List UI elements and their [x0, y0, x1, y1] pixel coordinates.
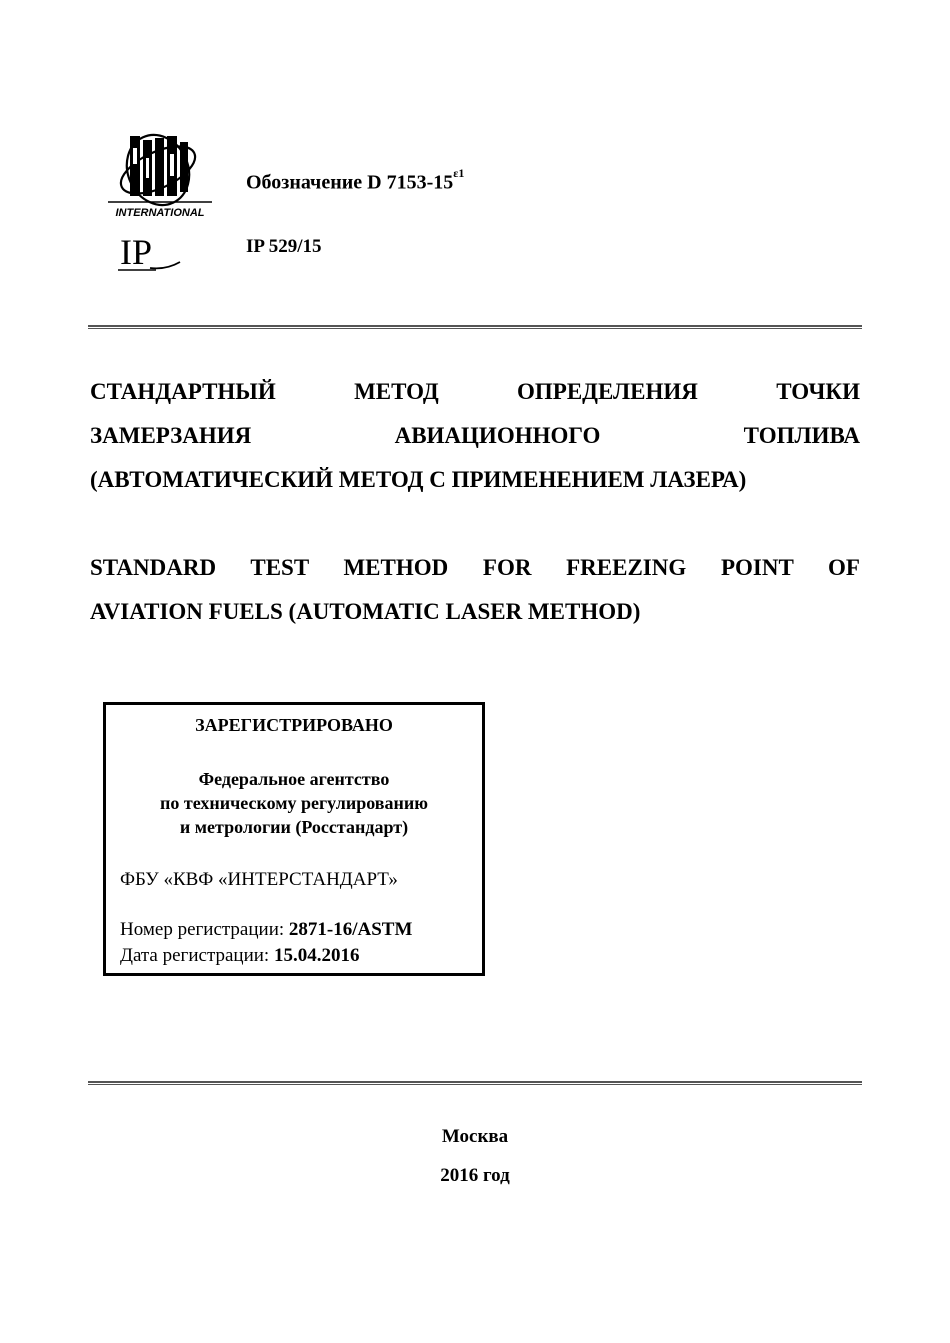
- registration-date-value: 15.04.2016: [273, 945, 360, 966]
- svg-text:IP: IP: [120, 232, 153, 272]
- top-divider: [88, 325, 862, 329]
- title-russian: [90, 370, 860, 502]
- title-en-line-2: AVIATION FUELS (AUTOMATIC LASER METHOD): [90, 599, 641, 624]
- agency-line-1: Федеральное агентство: [198, 769, 390, 789]
- publication-year: 2016 год: [440, 1165, 510, 1186]
- designation-superscript: ε1: [453, 166, 465, 180]
- registration-number: [120, 919, 412, 941]
- registration-agency: [106, 767, 482, 839]
- registration-number-label: Номер регистрации:: [120, 919, 289, 940]
- registration-heading: ЗАРЕГИСТРИРОВАНО: [195, 715, 393, 735]
- ip-number: IP 529/15: [246, 236, 322, 257]
- astm-international-logo: [108, 128, 212, 224]
- bottom-divider: [88, 1081, 862, 1085]
- ip-logo: [116, 232, 182, 274]
- title-en-line-1: STANDARD TEST METHOD FOR FREEZING POINT OF: [90, 555, 860, 580]
- registration-number-value: 2871-16/ASTM: [288, 919, 413, 940]
- title-ru-line-1: СТАНДАРТНЫЙ МЕТОД ОПРЕДЕЛЕНИЯ ТОЧКИ: [90, 379, 860, 404]
- title-ru-line-3: (АВТОМАТИЧЕСКИЙ МЕТОД С ПРИМЕНЕНИЕМ ЛАЗЕРА): [90, 467, 747, 492]
- registration-date: [120, 945, 359, 967]
- registration-date-label: Дата регистрации:: [120, 945, 274, 966]
- designation-text: Обозначение D 7153-15: [246, 171, 454, 194]
- agency-line-3: и метрологии (Росстандарт): [179, 817, 409, 837]
- title-ru-line-2: ЗАМЕРЗАНИЯ АВИАЦИОННОГО ТОПЛИВА: [90, 423, 861, 448]
- registration-stamp: [103, 702, 485, 976]
- registration-organization: ФБУ «КВФ «ИНТЕРСТАНДАРТ»: [120, 869, 398, 890]
- document-designation: [246, 166, 465, 195]
- publication-city: Москва: [441, 1126, 509, 1147]
- svg-text:INTERNATIONAL: INTERNATIONAL: [115, 207, 205, 219]
- agency-line-2: по техническому регулированию: [160, 793, 428, 813]
- title-english: [90, 546, 860, 634]
